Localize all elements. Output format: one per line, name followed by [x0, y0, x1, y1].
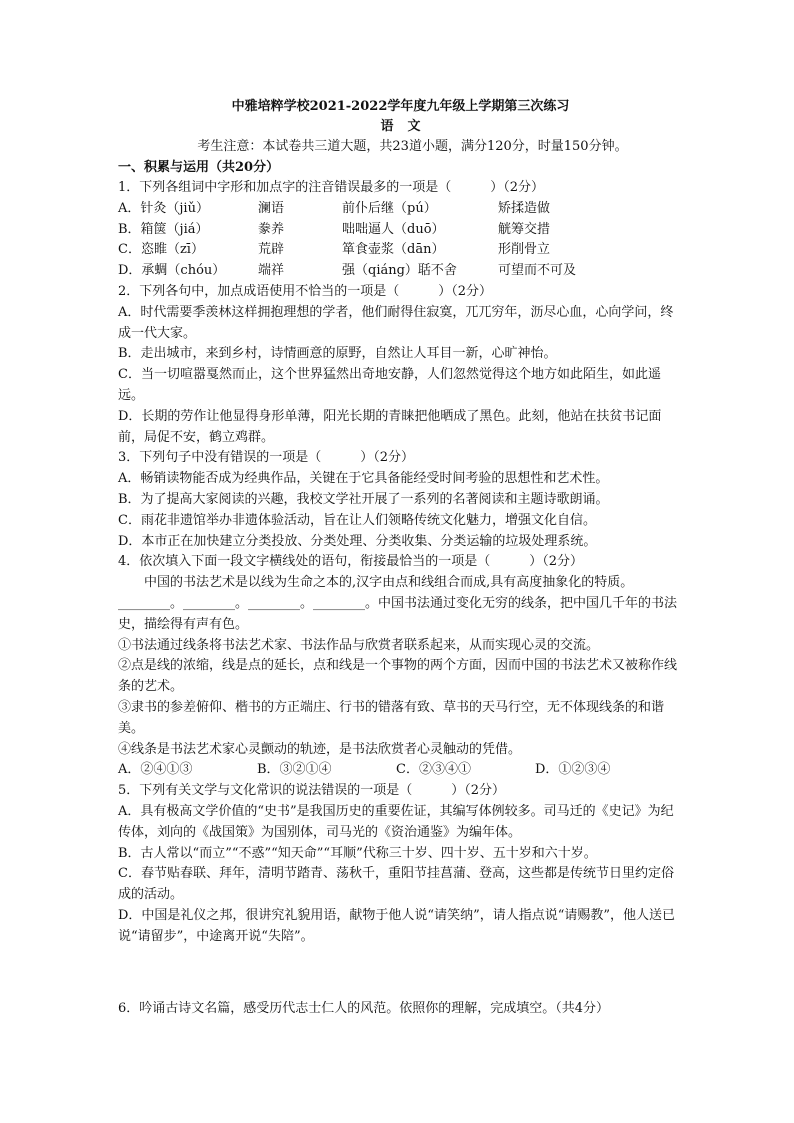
q1-cell: 矫揉造做 — [498, 200, 551, 216]
question-4-choice-c: C．②③④① — [396, 762, 471, 778]
question-3-option-b: B．为了提高大家阅读的兴趣，我校文学社开展了一系列的名著阅读和主题诗歌朗诵。 — [118, 491, 609, 507]
question-4-choice-d: D．①②③④ — [535, 762, 611, 778]
q1-cell: B．箱箧（jiá） — [118, 221, 209, 237]
q1-cell: 端祥 — [258, 263, 285, 279]
q1-cell: 豢养 — [258, 221, 285, 237]
question-4-blanks: ________。________。________。________。中国书法通过变化无穷的线条，把中国几千年的书法史，描绘得有声有色。 — [118, 595, 678, 632]
exam-notice: 考生注意：本试卷共三道大题，共23道小题，满分120分，时量150分钟。 — [197, 139, 628, 154]
spacer — [118, 947, 683, 999]
question-4-choice-b: B．③②①④ — [257, 762, 332, 778]
q1-cell: 澜语 — [258, 200, 285, 216]
q1-cell: 咄咄逼人（duō） — [342, 221, 445, 237]
q1-cell: D．承蜩（chóu） — [118, 263, 226, 279]
question-2-option-a: A．时代需要季羡林这样拥抱理想的学者，他们耐得住寂寞，兀兀穷年，沥尽心血，心向学问，终成一代大家。 — [118, 304, 674, 341]
q1-cell: 箪食壶浆（dān） — [342, 242, 445, 258]
question-4-stem: 4．依次填入下面一段文字横线处的语句，衔接最恰当的一项是（ ）（2分） — [118, 554, 584, 570]
question-3-option-c: C．雨花非遗馆举办非遗体验活动，旨在让人们领略传统文化魅力，增强文化自信。 — [118, 512, 596, 528]
question-1-row-c — [118, 240, 683, 261]
q1-cell: 形削骨立 — [498, 242, 551, 258]
question-2-option-c: C．当一切喧嚣戛然而止，这个世界猛然出奇地安静，人们忽然觉得这个地方如此陌生，如此遥远。 — [118, 367, 661, 403]
exam-subject: 语文 — [380, 119, 435, 134]
question-3-option-a: A．畅销读物能否成为经典作品，关键在于它具备能经受时间考验的思想性和艺术性。 — [118, 471, 609, 487]
q1-cell: 荒辟 — [258, 242, 285, 258]
exam-title: 中雅培粹学校2021-2022学年度九年级上学期第三次练习 — [231, 99, 570, 114]
q1-cell: 强（qiáng）聒不舍 — [342, 263, 457, 279]
question-2-option-b: B．走出城市，来到乡村，诗情画意的原野，自然让人耳目一新，心旷神怡。 — [118, 346, 557, 362]
question-4-choice-a: A．②④①③ — [118, 762, 193, 778]
question-5-option-d: D．中国是礼仪之邦，很讲究礼貌用语，献物于他人说“请笑纳”，请人指点说“请赐教”，他人送已说“请留步”，中途离开说“失陪”。 — [118, 907, 676, 944]
q1-cell: 前仆后继（pú） — [342, 200, 437, 216]
question-1-row-d — [118, 261, 683, 282]
question-2-stem: 2．下列各句中，加点成语使用不恰当的一项是（ ）（2分） — [118, 283, 493, 299]
question-4-passage: 中国的书法艺术是以线为生命之本的,汉字由点和线组合而成,具有高度抽象化的特质。 — [144, 575, 634, 591]
question-4-item-1: ①书法通过线条将书法艺术家、书法作品与欣赏者联系起来，从而实现心灵的交流。 — [118, 637, 600, 653]
question-1-row-b — [118, 220, 683, 241]
question-1-row-a — [118, 199, 683, 220]
question-4-item-4: ④线条是书法艺术家心灵颤动的轨迹，是书法欣赏者心灵触动的凭借。 — [118, 741, 522, 757]
q1-cell: C．恣睢（zī） — [118, 242, 204, 258]
question-2-option-d: D．长期的劳作让他显得身形单薄，阳光长期的青睐把他晒成了黑色。此刻，他站在扶贫书记面前，局促不安，鹤立鸡群。 — [118, 408, 662, 445]
question-4-item-2: ②点是线的浓缩，线是点的延长，点和线是一个事物的两个方面，因而中国的书法艺术又被称作线条的艺术。 — [118, 658, 678, 695]
q1-cell: 觥筹交措 — [498, 221, 551, 237]
question-5-stem: 5．下列有关文学与文化常识的说法错误的一项是（ ）（2分） — [118, 783, 506, 799]
section-heading: 一、积累与运用（共20分） — [118, 160, 280, 175]
q1-cell: 可望而不可及 — [498, 263, 577, 279]
question-5-option-c: C．春节贴春联、拜年，清明节踏青、荡秋千，重阳节挂菖蒲、登高，这些都是传统节日里约定俗成的活动。 — [118, 866, 674, 903]
question-5-option-a: A．具有极高文学价值的“史书”是我国历史的重要佐证，其编写体例较多。司马迁的《史记》为纪传体，刘向的《战国策》为国别体，司马光的《资治通鉴》为编年体。 — [118, 803, 674, 840]
question-3-option-d: D．本市正在加快建立分类投放、分类处理、分类收集、分类运输的垃圾处理系统。 — [118, 533, 597, 549]
question-1-stem: 1．下列各组词中字形和加点字的注音错误最多的一项是（ ）（2分） — [118, 180, 545, 195]
exam-page — [118, 97, 683, 1020]
question-4-choices — [118, 760, 683, 781]
question-6-stem: 6．吟诵古诗文名篇，感受历代志士仁人的风范。依照你的理解，完成填空。（共4分） — [118, 1001, 610, 1017]
q1-cell: A．针灸（jiǔ） — [118, 200, 209, 216]
question-4-item-3: ③隶书的参差俯仰、楷书的方正端庄、行书的错落有致、草书的天马行空，无不体现线条的和谐美。 — [118, 699, 665, 736]
question-3-stem: 3．下列句子中没有错误的一项是（ ）（2分） — [118, 450, 415, 466]
question-5-option-b: B．古人常以“而立”“不惑”“知天命”“耳顺”代称三十岁、四十岁、五十岁和六十岁。 — [118, 845, 597, 861]
